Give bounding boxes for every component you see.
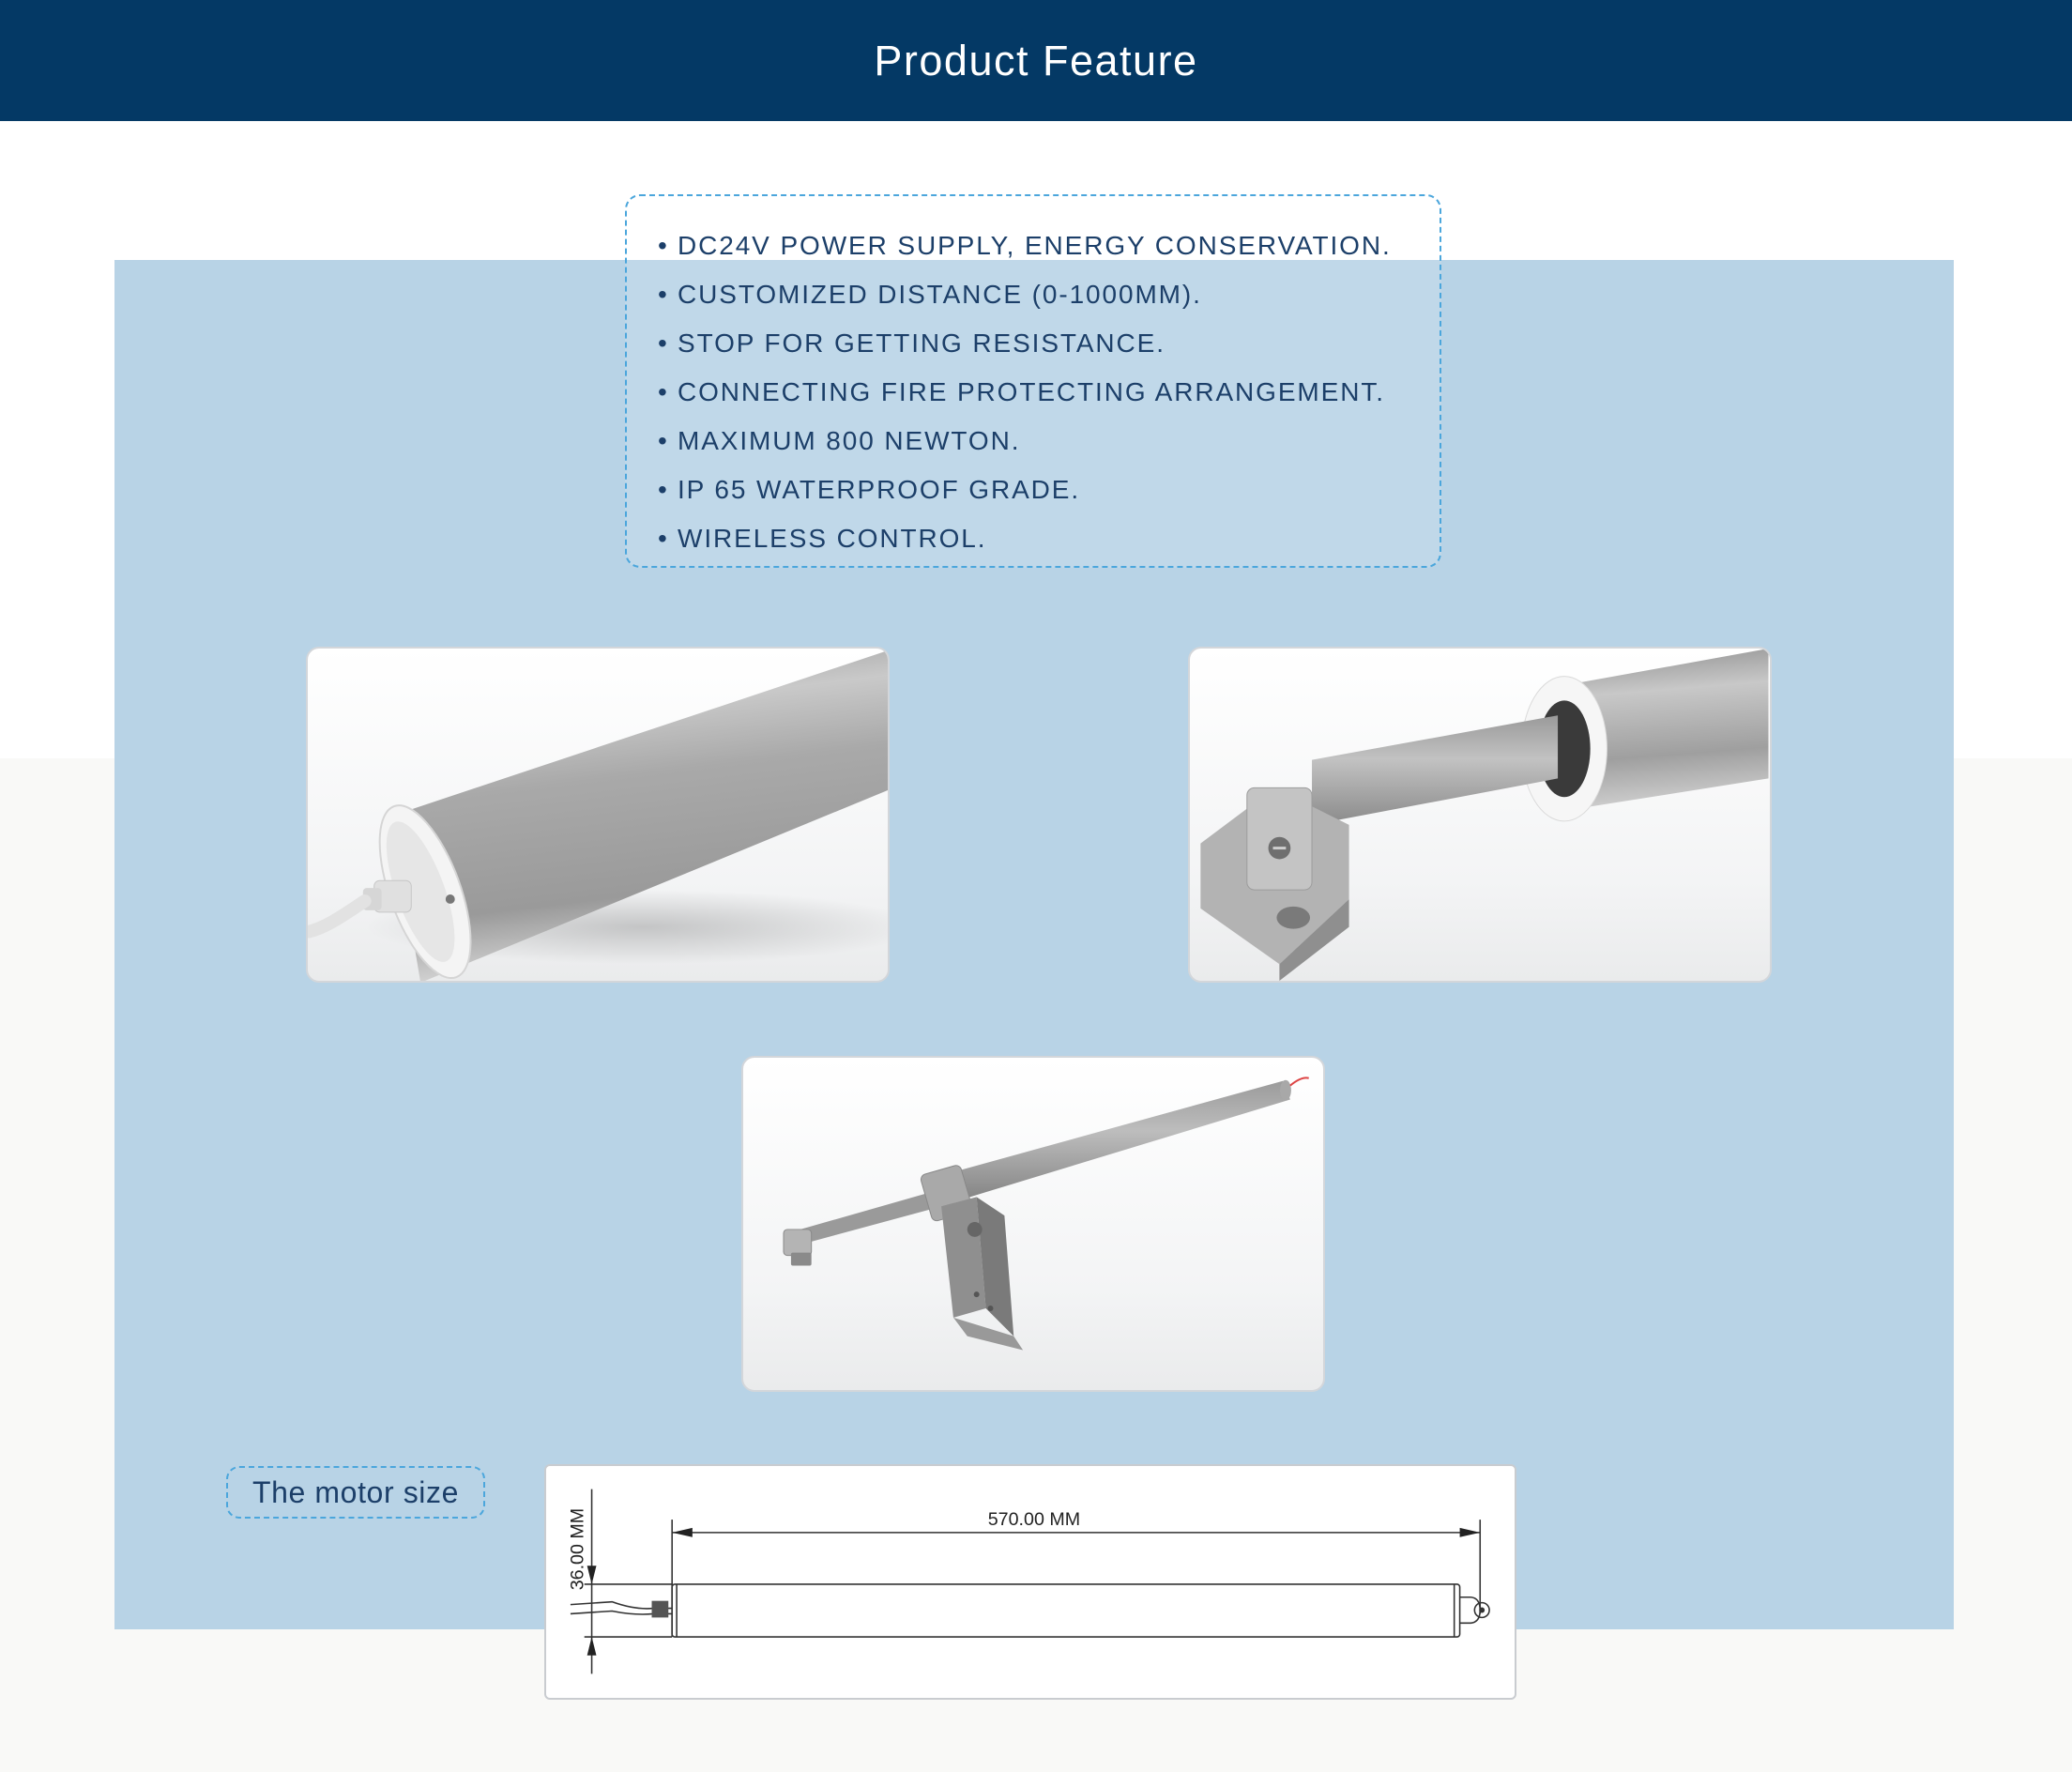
feature-item bbox=[658, 368, 1440, 417]
bullet: • bbox=[658, 280, 669, 309]
rod-end bbox=[1460, 1597, 1481, 1624]
feature-list-box bbox=[625, 194, 1441, 568]
feature-text: CUSTOMIZED DISTANCE (0-1000MM). bbox=[678, 280, 1202, 309]
bullet: • bbox=[658, 231, 669, 260]
motor-dimension-drawing bbox=[544, 1464, 1516, 1700]
product-photo-cable-end bbox=[306, 647, 890, 983]
product-photo-full-actuator bbox=[741, 1056, 1325, 1392]
page-header bbox=[0, 0, 2072, 121]
motor-size-label bbox=[226, 1466, 485, 1519]
feature-text: STOP FOR GETTING RESISTANCE. bbox=[678, 328, 1166, 358]
motor-body-outline bbox=[672, 1584, 1459, 1637]
feature-text: CONNECTING FIRE PROTECTING ARRANGEMENT. bbox=[678, 377, 1385, 406]
feature-text: DC24V POWER SUPPLY, ENERGY CONSERVATION. bbox=[678, 231, 1392, 260]
feature-text: IP 65 WATERPROOF GRADE. bbox=[678, 475, 1081, 504]
diameter-dimension-text: 36.00 MM bbox=[567, 1507, 588, 1591]
feature-item bbox=[658, 417, 1440, 466]
feature-item bbox=[658, 270, 1440, 319]
bullet: • bbox=[658, 524, 669, 553]
feature-item bbox=[658, 222, 1440, 270]
dimension-drawing-svg bbox=[546, 1466, 1515, 1698]
bullet: • bbox=[658, 377, 669, 406]
bullet: • bbox=[658, 328, 669, 358]
feature-list bbox=[658, 222, 1440, 563]
motor-end-illustration bbox=[308, 649, 888, 981]
page-title: Product Feature bbox=[874, 36, 1198, 84]
feature-item bbox=[658, 319, 1440, 368]
feature-text: MAXIMUM 800 NEWTON. bbox=[678, 426, 1021, 455]
rod-bracket-illustration bbox=[1190, 649, 1770, 981]
feature-item bbox=[658, 514, 1440, 563]
feature-text: WIRELESS CONTROL. bbox=[678, 524, 987, 553]
product-photo-rod-bracket bbox=[1188, 647, 1772, 983]
bullet: • bbox=[658, 426, 669, 455]
length-dimension-text: 570.00 MM bbox=[987, 1508, 1081, 1530]
motor-size-label-text: The motor size bbox=[251, 1474, 460, 1509]
bullet: • bbox=[658, 475, 669, 504]
feature-item bbox=[658, 466, 1440, 514]
actuator-illustration bbox=[743, 1058, 1323, 1390]
